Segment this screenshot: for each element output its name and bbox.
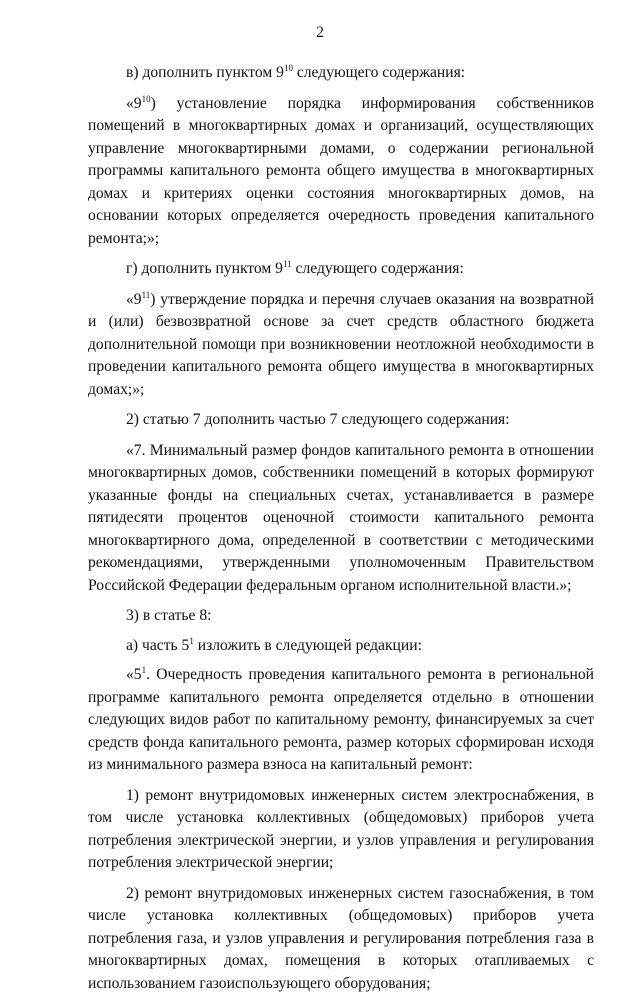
amendment-article-7: 2) статью 7 дополнить частью 7 следующего содержания: bbox=[126, 411, 510, 428]
paragraph-text: изложить в следующей редакции: bbox=[193, 636, 422, 654]
quoted-item-9-11 bbox=[88, 289, 594, 402]
paragraph-text: следующего содержания: bbox=[292, 64, 466, 81]
superscript: 10 bbox=[141, 93, 151, 104]
superscript: 11 bbox=[141, 289, 151, 300]
quoted-item-9-10 bbox=[88, 93, 594, 251]
superscript: 1 bbox=[189, 635, 194, 646]
document-body bbox=[88, 62, 594, 1003]
paragraph-text: следующего содержания: bbox=[291, 260, 464, 277]
paragraph-text: в) дополнить пунктом 9 bbox=[126, 64, 284, 81]
list-item-2: 2) ремонт внутридомовых инженерных систем газоснабжения, в том числе установка коллективных (общедомовых) приборов учета потребления газа, и узлов управления и регулирования потребления газа в многоквартирных домах, помещения в которых отапливаемых с использованием газоиспользующего оборудования; bbox=[88, 884, 594, 992]
quoted-part-7: «7. Минимальный размер фондов капитального ремонта в отношении многоквартирных домов, собственники помещений в которых формируют указанные фонды на специальных счетах, устанавливается в размере пятидесяти процентов оценочной стоимости капитального ремонта многоквартирного дома, определенной в соответствии с методическими рекомендациями, утвержденными уполномоченным Правительством Российской Федерации федеральным органом исполнительной власти.»; bbox=[88, 441, 594, 594]
amendment-paragraph-v bbox=[88, 62, 594, 85]
paragraph-text: «5 bbox=[126, 666, 142, 683]
paragraph-text: ) установление порядка информирования собственников помещений в многоквартирных домах и организаций, осуществляющих управление многоквартирными домами, о содержании региональной программы капитального ремонта общего имущества в многоквартирных домах и критериях оценки состояния многоквартирных домов, на основании которых определяется очередность проведения капитального ремонта;»; bbox=[88, 94, 594, 247]
superscript: 10 bbox=[283, 63, 293, 73]
paragraph-text: а) часть 5 bbox=[126, 636, 190, 654]
superscript: 11 bbox=[282, 259, 292, 269]
page-number: 2 bbox=[316, 24, 324, 41]
paragraph-text: г) дополнить пунктом 9 bbox=[126, 260, 283, 277]
paragraph-text: «9 bbox=[126, 94, 142, 112]
amendment-article-8: 3) в статье 8: bbox=[126, 607, 212, 624]
list-item-1: 1) ремонт внутридомовых инженерных систем электроснабжения, в том числе установка коллективных (общедомовых) приборов учета потребления электрической энергии, и узлов управления и регулирования потребления электрической энергии; bbox=[88, 786, 594, 871]
amendment-paragraph-g bbox=[88, 258, 594, 281]
paragraph-text: «9 bbox=[126, 290, 142, 308]
superscript: 1 bbox=[141, 665, 147, 675]
paragraph-text: ) утверждение порядка и перечня случаев оказания на возвратной и (или) безвозвратной основе за счет средств областного бюджета дополнительной помощи при возникновении неотложной необходимости в проведении капитального ремонта общего имущества в многоквартирных домах;»; bbox=[88, 290, 594, 398]
paragraph-text: . Очередность проведения капитального ремонта в региональной программе капитального ремонта определяется отдельно в отношении следующих видов работ по капитальному ремонту, финансируемых за счет средств фонда капитального ремонта, размер которых сформирован исходя из минимального размера взноса на капитальный ремонт: bbox=[88, 666, 594, 773]
quoted-part-5-1 bbox=[88, 664, 594, 777]
amendment-part-5-1 bbox=[88, 635, 594, 658]
